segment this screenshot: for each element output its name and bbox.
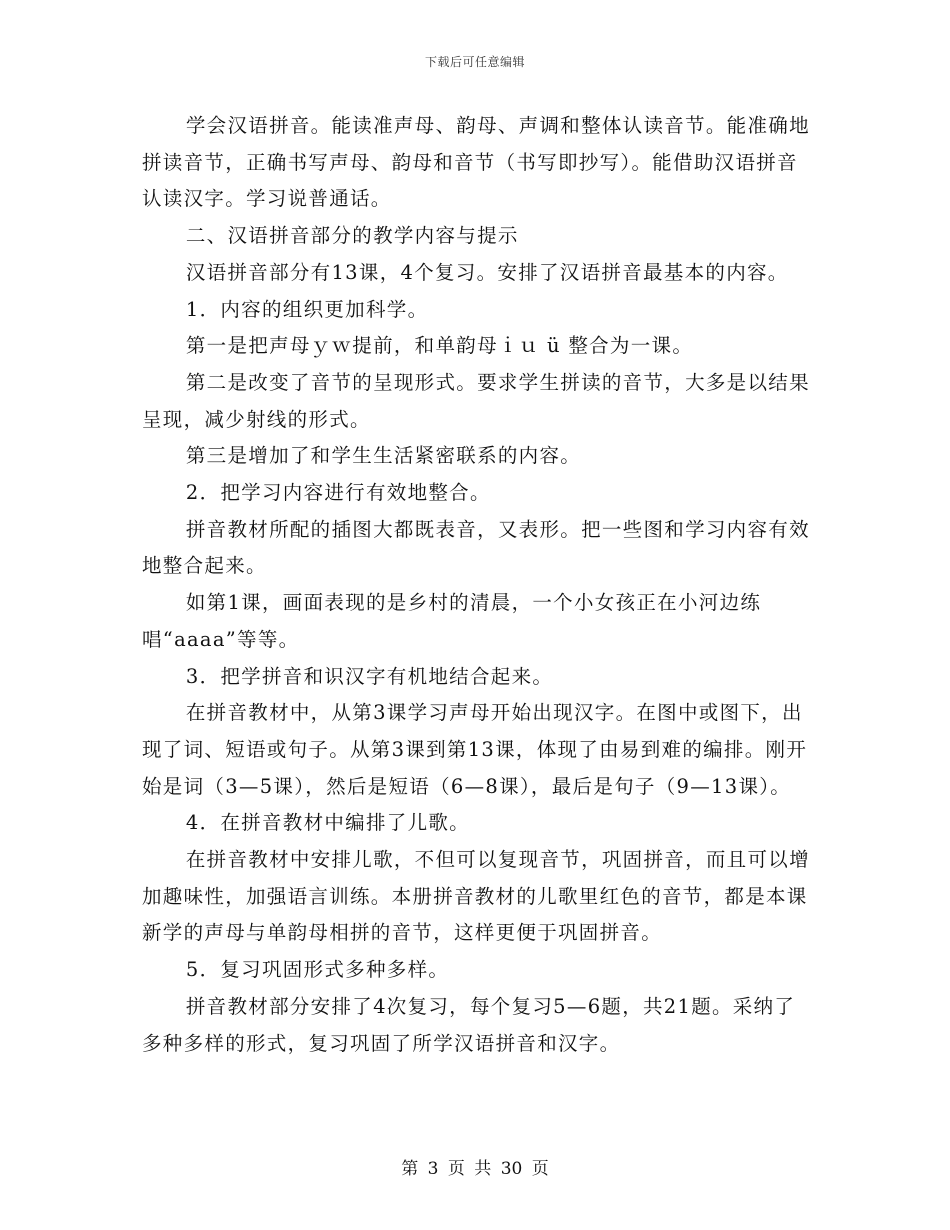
paragraph: 汉语拼音部分有13课，4个复习。安排了汉语拼音最基本的内容。	[185, 260, 789, 284]
paragraph: 拼音教材所配的插图大都既表音，又表形。把一些图和学习内容有效地整合起来。	[142, 517, 810, 578]
paragraph: 第二是改变了音节的呈现形式。要求学生拼读的音节，大多是以结果呈现，减少射线的形式。	[142, 370, 810, 431]
paragraph: 第一是把声母ｙｗ提前，和单韵母ｉｕ ü 整合为一课。	[185, 334, 694, 358]
list-heading: 3．把学拼音和识汉字有机地结合起来。	[185, 664, 554, 688]
paragraph: 学会汉语拼音。能读准声母、韵母、声调和整体认读音节。能准确地拼读音节，正确书写声母、韵母和音节（书写即抄写）。能借助汉语拼音认读汉字。学习说普通话。	[142, 114, 810, 211]
page-header: 下载后可任意编辑	[424, 55, 525, 69]
document-body	[142, 108, 812, 1062]
paragraph: 如第1课，画面表现的是乡村的清晨，一个小女孩正在小河边练唱“aaaa”等等。	[142, 591, 762, 651]
paragraph: 在拼音教材中安排儿歌，不但可以复现音节，巩固拼音，而且可以增加趣味性，加强语言训练。本册拼音教材的儿歌里红色的音节，都是本课新学的声母与单韵母相拼的音节，这样更便于巩固拼音。	[142, 848, 810, 945]
paragraph: 在拼音教材中，从第3课学习声母开始出现汉字。在图中或图下，出现了词、短语或句子。从第3课到第13课，体现了由易到难的编排。刚开始是词（3—5课），然后是短语（6—8课），最后是句子（9—13课）。	[142, 701, 808, 798]
list-heading: 1．内容的组织更加科学。	[185, 297, 429, 321]
list-heading: 2．把学习内容进行有效地整合。	[185, 481, 491, 505]
paragraph: 第三是增加了和学生生活紧密联系的内容。	[185, 444, 582, 468]
page-number: 第 3 页 共 30 页	[401, 1159, 549, 1179]
paragraph: 拼音教材部分安排了4次复习，每个复习5—6题，共21题。采纳了多种多样的形式，复习巩固了所学汉语拼音和汉字。	[142, 994, 796, 1055]
section-heading: 二、汉语拼音部分的教学内容与提示	[185, 224, 519, 248]
list-heading: 5．复习巩固形式多种多样。	[185, 958, 450, 982]
list-heading: 4．在拼音教材中编排了儿歌。	[185, 811, 470, 835]
